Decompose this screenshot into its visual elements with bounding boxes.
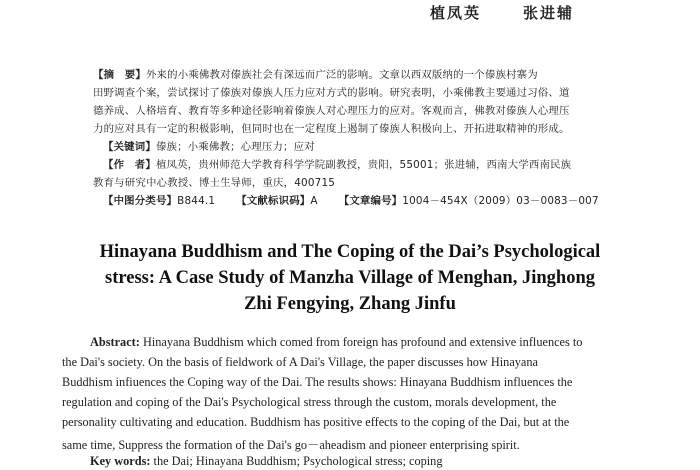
clc-value: B844.1	[177, 195, 216, 207]
title-en-line-1: Hinayana Buddhism and The Coping of the Dai’s Psychological	[99, 242, 601, 262]
abstract-en-line-4: regulation and coping of the Dai's Psychological stress through the custom, morals development, the	[62, 395, 557, 409]
abstract-cn-line-4: 力的应对具有一定的积极影响，但同时也在一定程度上遏制了傣族人积极向上、开拓进取精神的形成。	[93, 123, 570, 135]
abstract-cn-line-1: 【摘 要】外来的小乘佛教对傣族社会有深远而广泛的影响。文章以西双版纳的一个傣族村寨为	[93, 69, 538, 81]
keywords-en-text: the Dai; Hinayana Buddhism; Psychological stress; coping	[153, 454, 443, 468]
article-number-value: 1004－454X（2009）03－0083－007	[402, 195, 599, 207]
keywords-cn-label: 【关键词】	[103, 141, 156, 153]
abstract-en-line-3: Buddhism infiuences the Coping way of the Dai. The results shows: Hinayana Buddhism influences the	[62, 375, 573, 389]
authors-cn	[430, 2, 616, 23]
keywords-en-label: Key words:	[90, 454, 151, 468]
abstract-cn-line-2: 田野调查个案，尝试探讨了傣族对傣族人压力应对方式的影响。研究表明，小乘佛教主要通过习俗、道	[93, 87, 570, 99]
author-cn-1: 植凤英	[430, 4, 482, 22]
author-info-cn-line-1: 【作 者】植凤英，贵州师范大学教育科学学院副教授，贵阳，55001；张进辅，西南大学西南民族	[103, 159, 572, 171]
author-info-cn-label: 【作 者】	[103, 159, 156, 171]
article-number-label: 【文章编号】	[338, 195, 403, 207]
classification-line	[103, 192, 599, 207]
title-en-authors: Zhi Fengying, Zhang Jinfu	[244, 294, 456, 314]
abstract-cn-line-3: 德养成、人格培育、教育等多种途径影响着傣族人对心理压力的应对。客观而言，佛教对傣族人心理压	[93, 105, 570, 117]
abstract-en-line-5: personality cultivating and education. Buddhism has positive effects to the coping of the Dai, but at the	[62, 415, 570, 429]
author-info-cn-line-2: 教育与研究中心教授、博士生导师，重庆，400715	[93, 177, 336, 189]
abstract-en-line-1: Abstract: Hinayana Buddhism which comed from foreign has profound and extensive influences to	[90, 335, 583, 349]
keywords-en	[90, 454, 442, 469]
author-cn-2: 张进辅	[523, 4, 575, 22]
doc-code-value: A	[310, 195, 318, 207]
abstract-en-label: Abstract:	[90, 335, 140, 349]
doc-code-label: 【文献标识码】	[236, 195, 311, 207]
clc-label: 【中图分类号】	[103, 195, 178, 207]
keywords-cn-text: 傣族；小乘佛教；心理压力；应对	[155, 141, 315, 153]
abstract-cn-label: 【摘 要】	[93, 69, 146, 81]
abstract-en-line-2: the Dai's society. On the basis of fieldwork of A Dai's Village, the paper discusses how Hinayana	[62, 355, 538, 369]
keywords-cn	[103, 138, 315, 153]
abstract-en-line-6: same time, Suppress the formation of the Dai's go－aheadism and pioneer enterprising spirit.	[62, 438, 520, 452]
title-en-line-2: stress: A Case Study of Manzha Village of Menghan, Jinghong	[105, 268, 595, 288]
